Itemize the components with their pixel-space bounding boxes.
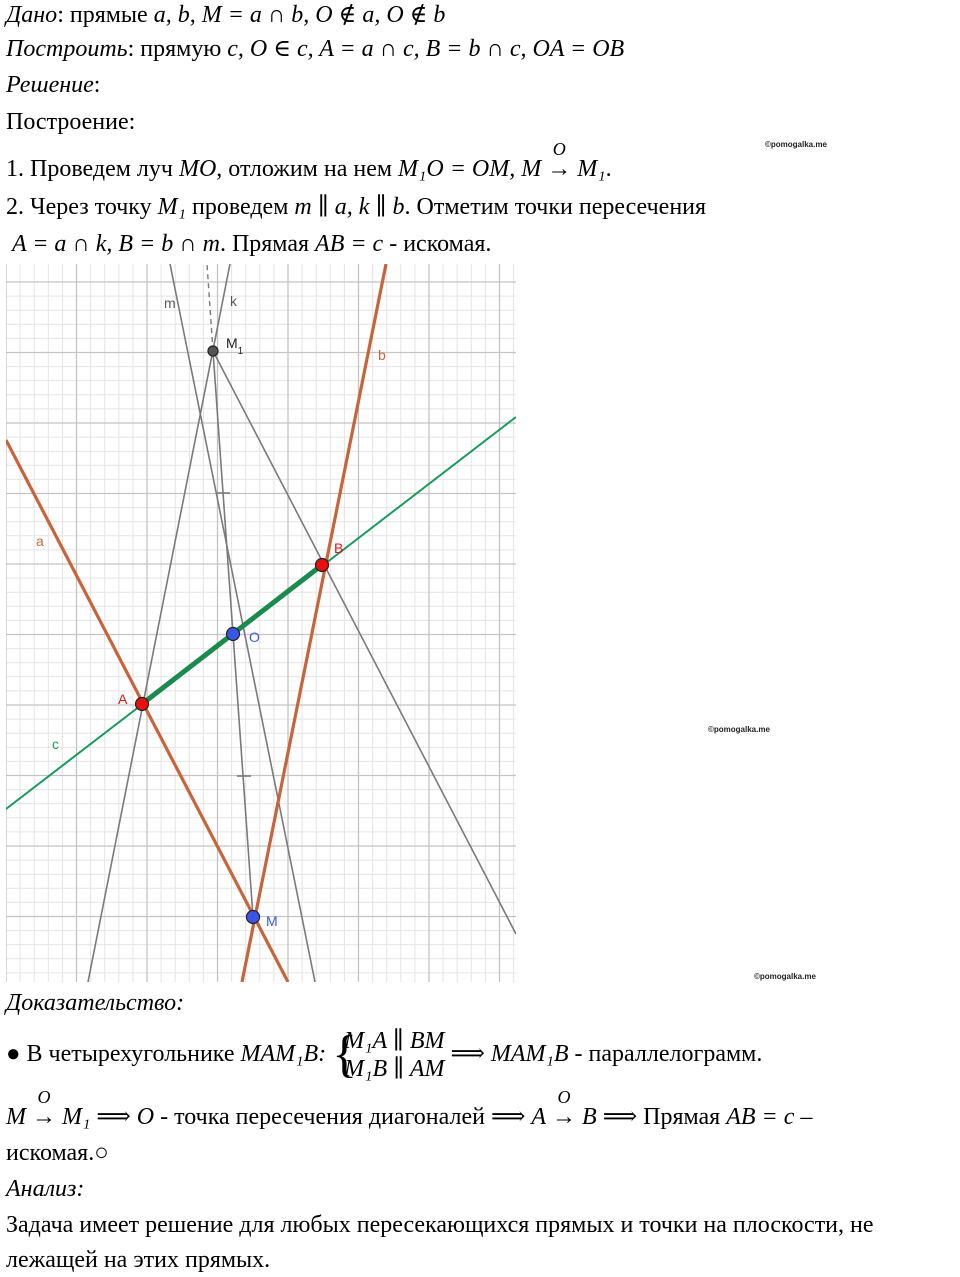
point-m [247,911,260,924]
proof1-impl: ⟹ MAM₁B [444,1041,569,1067]
step2-text2: проведем [185,194,295,220]
step1-text2: , отложим на нем [216,156,399,182]
label-B: B [334,540,344,556]
analysis-line-1: Задача имеет решение для любых пересекающихся прямых и точки на плоскости, не [6,1212,874,1238]
proof2-m3: ⟹ A [490,1104,547,1130]
step3-line [12,229,491,259]
proof1-sys1: M₁A ∥ BM [344,1028,445,1055]
proof-label: Доказательство: [6,990,185,1016]
analysis-line-2: лежащей на этих прямых. [6,1247,271,1273]
point-m1 [208,346,218,356]
label-m: m [164,295,176,311]
construct-math: c, O ∈ c, A = a ∩ c, B = b ∩ c, OA = OB [227,36,625,62]
step2-text: 2. Через точку [6,194,158,220]
proof2-arrow-2: O → [552,1087,577,1130]
label-A: A [118,691,128,707]
label-M: M [266,913,278,929]
label-c: c [52,736,59,752]
step3-text2: - искомая. [383,231,492,257]
solution-line: Решение: [6,72,101,98]
construction-label: Построение: [6,109,136,135]
watermark-3: ©pomogalka.me [754,972,816,981]
watermark-2: ©pomogalka.me [708,725,770,734]
grid-minor [6,264,516,982]
point-a [136,698,149,711]
construct-text: : прямую [127,36,228,62]
proof2-line [6,1087,813,1132]
proof2-text: - точка пересечения диагоналей [154,1104,491,1130]
label-m1: $M_1$ [226,335,244,357]
given-math: a, b, M = a ∩ b, O ∉ a, O ∉ b [153,2,446,28]
proof2-arrow-1: O → [32,1087,56,1130]
proof3-line: искомая.○ [6,1140,109,1166]
step2-m1: M₁ [157,194,186,220]
step1-m2: M₁O = OM, M [398,156,542,182]
step3-m2: AB = c [315,231,384,257]
proof1-system: { M₁A ∥ BM M₁B ∥ AM [332,1026,445,1084]
proof1-text: В четырехугольнике [20,1041,241,1067]
step3-text: . Прямая [219,231,316,257]
step1-m3: M₁ [577,156,606,182]
construct-label: Построить [6,36,128,62]
proof2-text3: – [794,1104,813,1130]
proof1-bullet: ● [6,1041,21,1067]
label-a: a [36,533,44,549]
label-b: b [378,347,386,363]
step2-line [6,192,706,222]
construct-line [6,34,624,64]
proof1-m1: MAM₁B: [240,1041,327,1067]
proof2-m5: AB = c [726,1104,795,1130]
proof1-text2: - параллелограмм. [568,1041,763,1067]
given-label: Дано [6,2,58,28]
solution-label: Решение [6,72,94,98]
proof2-m2: M₁ ⟹ O [62,1104,155,1130]
step1-text: 1. Проведем луч [6,156,179,182]
step2-m2: m ∥ a, k ∥ b [294,194,405,220]
step3-m1: A = a ∩ k, B = b ∩ m [12,231,220,257]
proof2-text2: Прямая [637,1104,727,1130]
analysis-label: Анализ: [6,1176,85,1202]
proof1-sys2: M₁B ∥ AM [344,1056,445,1083]
point-b [316,559,329,572]
proof2-m1: M [6,1104,26,1130]
step1-line: 1. Проведем луч MO, отложим на нем M₁O = OM, M O → M₁. [6,154,612,184]
given-line [6,0,445,30]
label-k: k [230,293,237,309]
label-O: O [249,629,260,645]
proof1-line [6,1024,762,1084]
given-text: : прямые [57,2,154,28]
point-o [227,628,240,641]
construction-figure [6,264,516,982]
step1-m1: MO [178,156,217,182]
watermark-1: ©pomogalka.me [765,140,827,149]
proof2-m4: B ⟹ [582,1104,638,1130]
step1-arrow: O → [547,154,571,184]
step2-text3: . Отметим точки пересечения [404,194,707,220]
step1-arrow-over: O [552,139,566,159]
